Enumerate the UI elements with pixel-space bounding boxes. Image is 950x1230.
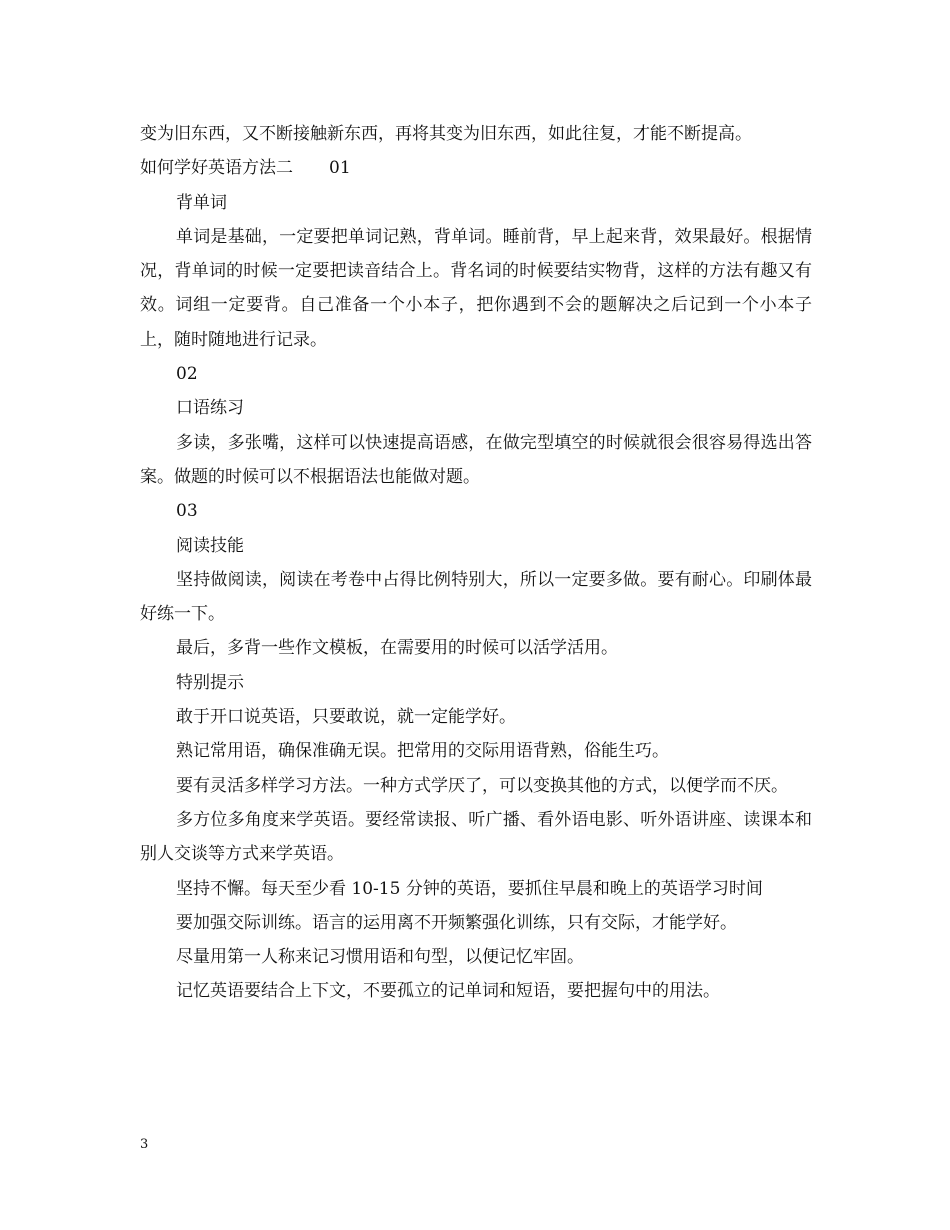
subheading-speaking: 口语练习: [176, 398, 244, 419]
paragraph-tip-1: 敢于开口说英语，只要敢说，就一定能学好。: [176, 707, 516, 728]
paragraph-tip-3: 要有灵活多样学习方法。一种方式学厌了，可以变换其他的方式，以便学而不厌。: [176, 775, 788, 796]
subheading-reading: 阅读技能: [176, 535, 244, 556]
paragraph-tip-2: 熟记常用语，确保准确无误。把常用的交际用语背熟，俗能生巧。: [176, 741, 669, 762]
paragraph-vocabulary: 单词是基础，一定要把单词记熟，背单词。睡前背，早上起来背，效果最好。根据情况，背单词的时候一定要把读音结合上。背名词的时候要结实物背，这样的方法有趣又有效。词组一定要背。自己准备一个小本子，把你遇到不会的题解决之后记到一个小本子上，随时随地进行记录。: [140, 226, 812, 350]
paragraph-tip-6: 要加强交际训练。语言的运用离不开频繁强化训练，只有交际，才能学好。: [176, 912, 737, 933]
paragraph-tip-8: 记忆英语要结合上下文，不要孤立的记单词和短语，要把握句中的用法。: [176, 981, 720, 1002]
paragraph-writing: 最后，多背一些作文模板，在需要用的时候可以活学活用。: [176, 638, 618, 659]
page-number: 3: [140, 1137, 149, 1152]
item-number-03: 03: [176, 501, 198, 522]
paragraph-tip-7: 尽量用第一人称来记习惯用语和句型，以便记忆牢固。: [176, 947, 584, 968]
page-content: [140, 117, 812, 1009]
paragraph-reading: 坚持做阅读，阅读在考卷中占得比例特别大，所以一定要多做。要有耐心。印刷体最好练一下。: [140, 569, 812, 625]
paragraph-tip-5: 坚持不懈。每天至少看 10-15 分钟的英语，要抓住早晨和晚上的英语学习时间: [176, 878, 763, 899]
subheading-tips: 特别提示: [176, 672, 244, 693]
paragraph-speaking: 多读，多张嘴，这样可以快速提高语感，在做完型填空的时候就很会很容易得选出答案。做题的时候可以不根据语法也能做对题。: [140, 432, 812, 487]
subheading-vocabulary: 背单词: [176, 192, 227, 213]
item-number-02: 02: [176, 364, 198, 385]
section-heading: [140, 151, 812, 185]
section-number: 01: [329, 158, 351, 179]
paragraph-tip-4: 多方位多角度来学英语。要经常读报、听广播、看外语电影、听外语讲座、读课本和别人交谈等方式来学英语。: [140, 809, 812, 865]
section-title: 如何学好英语方法二: [140, 158, 293, 179]
paragraph-continuation: 变为旧东西，又不断接触新东西，再将其变为旧东西，如此往复，才能不断提高。: [140, 124, 752, 144]
